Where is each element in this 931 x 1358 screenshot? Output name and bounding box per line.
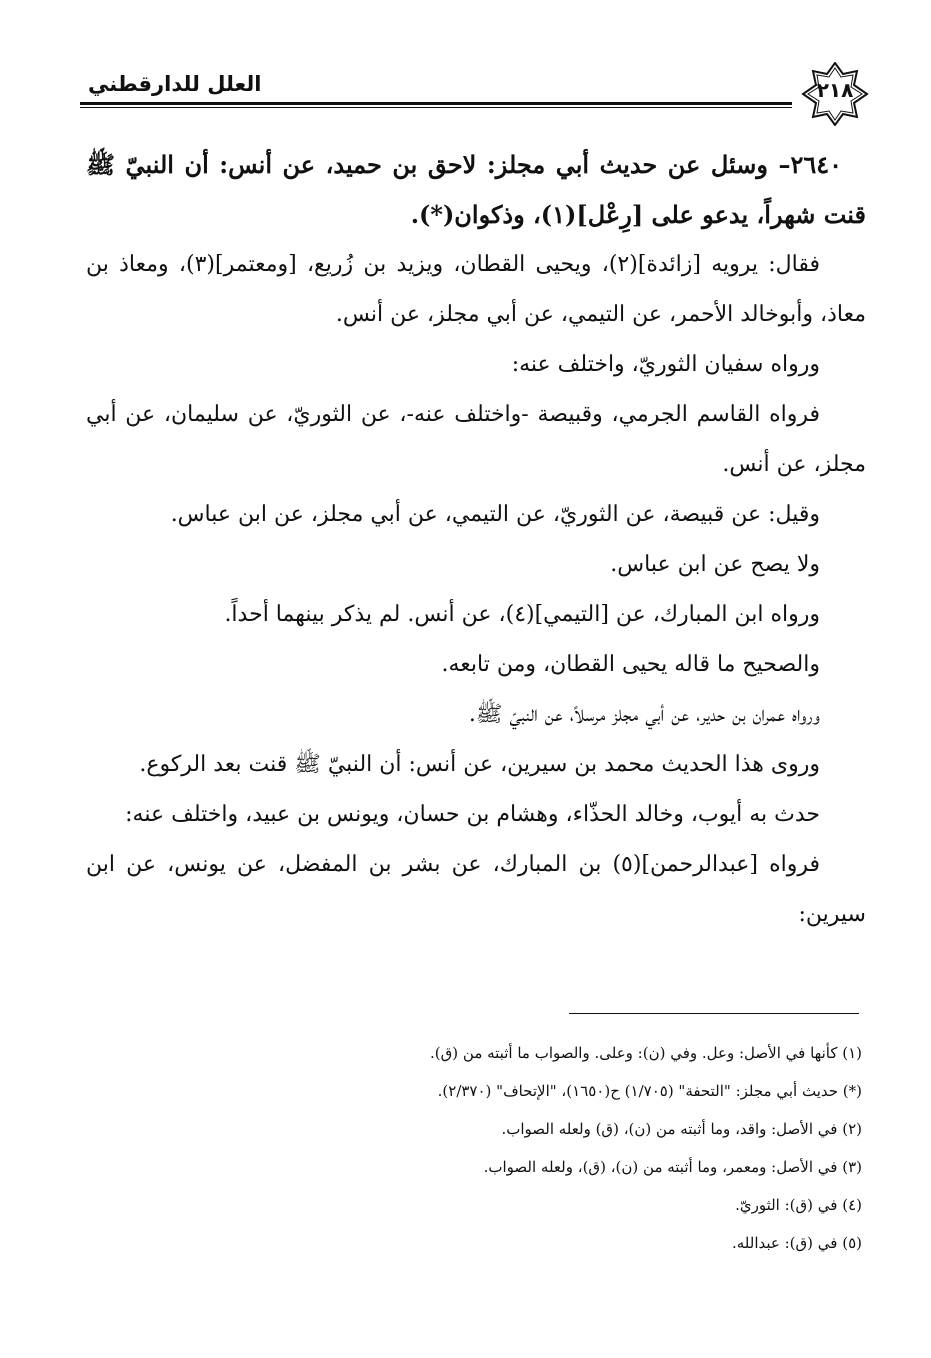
- footnote: (٣) في الأصل: ومعمر، وما أثبته من (ن)، (ق)، ولعله الصواب.: [483, 1158, 862, 1176]
- paragraph: فرواه [عبدالرحمن](٥) بن المبارك، عن بشر بن المفضل، عن يونس، عن ابن سيرين:: [86, 852, 866, 927]
- paragraph: ورواه عمران بن حدير، عن أبي مجلز مرسلاً، عن النبيّ ﷺ.: [468, 702, 820, 727]
- main-text: [86, 140, 866, 940]
- paragraph: ولا يصح عن ابن عباس.: [610, 552, 820, 577]
- footnotes: [120, 1034, 862, 1262]
- page-number-badge: [800, 62, 870, 126]
- paragraph: فقال: يرويه [زائدة](٢)، ويحيى القطان، ويزيد بن زُريع، [ومعتمر](٣)، ومعاذ بن معاذ، وأبوخالد الأحمر، عن التيمي، عن أبي مجلز، عن أنس.: [86, 252, 866, 327]
- paragraph: ورواه سفيان الثوريّ، واختلف عنه:: [511, 352, 820, 377]
- paragraph: والصحيح ما قاله يحيى القطان، ومن تابعه.: [441, 652, 820, 677]
- paragraph: فرواه القاسم الجرمي، وقبيصة -واختلف عنه-، عن الثوريّ، عن سليمان، عن أبي مجلز، عن أنس.: [86, 402, 866, 477]
- page-header: [80, 62, 870, 126]
- paragraph: ورواه ابن المبارك، عن [التيمي](٤)، عن أنس. لم يذكر بينهما أحداً.: [224, 602, 820, 627]
- header-rule-thin: [80, 107, 792, 108]
- footnote: (٥) في (ق): عبدالله.: [731, 1234, 862, 1252]
- footnote-separator: [569, 1013, 859, 1014]
- paragraph: وقيل: عن قبيصة، عن الثوريّ، عن التيمي، عن أبي مجلز، عن ابن عباس.: [170, 502, 820, 527]
- footnote: (*) حديث أبي مجلز: "التحفة" (١/٧٠٥) ح(١٦٥٠)، "الإتحاف" (٢/٣٧٠).: [437, 1082, 862, 1100]
- paragraph: وروى هذا الحديث محمد بن سيرين، عن أنس: أن النبيّ ﷺ قنت بعد الركوع.: [139, 752, 820, 777]
- header-rule: [80, 102, 792, 105]
- footnote: (٤) في (ق): الثوريّ.: [735, 1196, 862, 1214]
- running-title: العلل للدارقطني: [88, 72, 262, 96]
- paragraph: حدث به أيوب، وخالد الحذّاء، وهشام بن حسان، ويونس بن عبيد، واختلف عنه:: [125, 802, 820, 827]
- footnote: (١) كأنها في الأصل: وعل. وفي (ن): وعلى. والصواب ما أثبته من (ق).: [430, 1044, 862, 1062]
- footnote: (٢) في الأصل: واقد، وما أثبته من (ن)، (ق) ولعله الصواب.: [501, 1120, 862, 1138]
- page-number: ٢١٨: [816, 78, 854, 102]
- hadith-heading: ٢٦٤٠– وسئل عن حديث أبي مجلز: لاحق بن حميد، عن أنس: أن النبيّ ﷺ قنت شهراً، يدعو على [رِعْل](١)، وذكوان(*).: [86, 150, 866, 229]
